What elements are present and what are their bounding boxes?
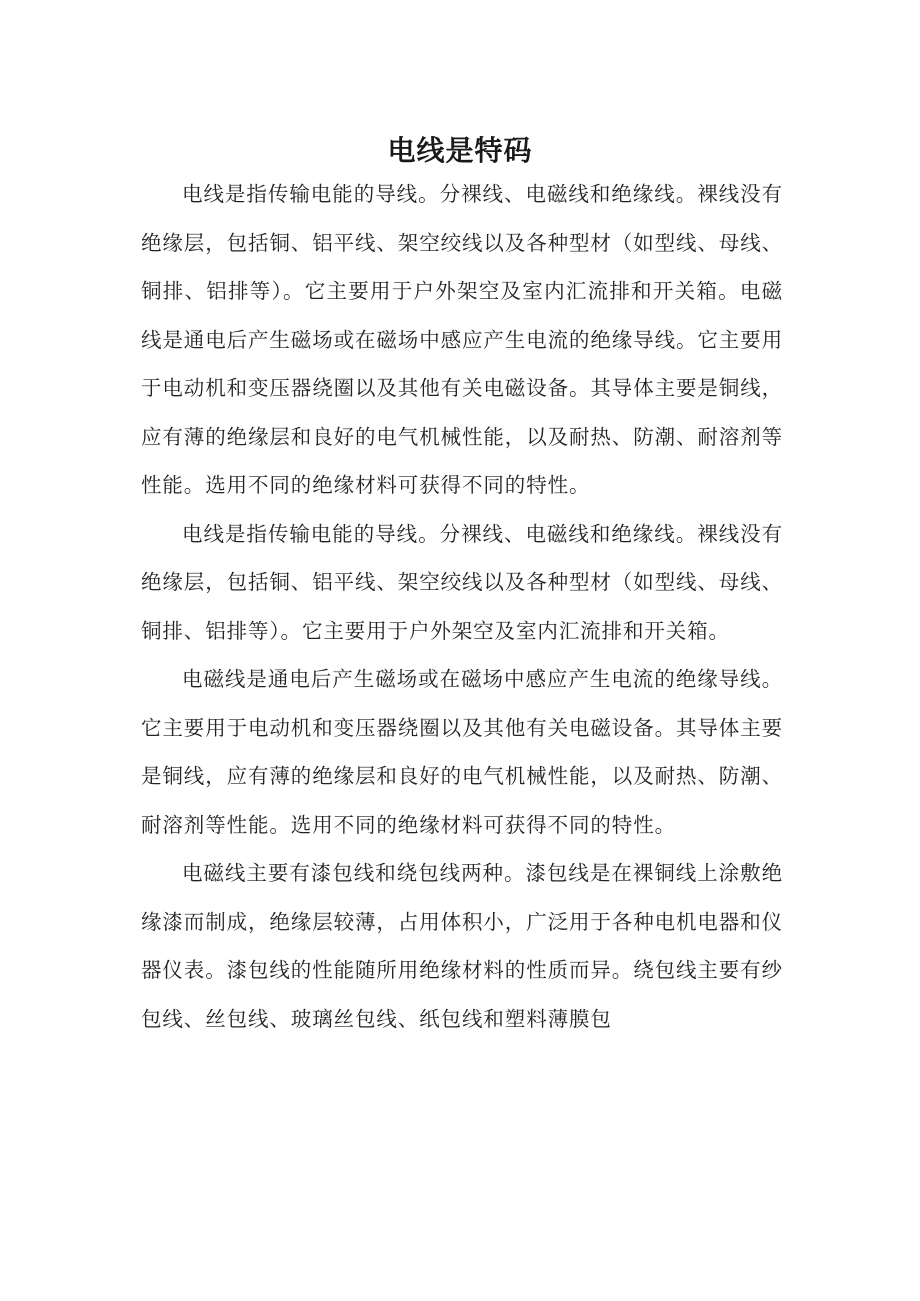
paragraph: 电线是指传输电能的导线。分裸线、电磁线和绝缘线。裸线没有绝缘层，包括铜、铝平线、架空绞线以及各种型材（如型线、母线、铜排、铝排等）。它主要用于户外架空及室内汇流排和开关箱。 (141, 521, 783, 643)
document-body (141, 170, 783, 1043)
paragraph: 电线是指传输电能的导线。分裸线、电磁线和绝缘线。裸线没有绝缘层，包括铜、铝平线、架空绞线以及各种型材（如型线、母线、铜排、铝排等）。它主要用于户外架空及室内汇流排和开关箱。电磁线是通电后产生磁场或在磁场中感应产生电流的绝缘导线。它主要用于电动机和变压器绕圈以及其他有关电磁设备。其导体主要是铜线，应有薄的绝缘层和良好的电气机械性能，以及耐热、防潮、耐溶剂等性能。选用不同的绝缘材料可获得不同的特性。 (141, 182, 783, 497)
paragraph: 电磁线是通电后产生磁场或在磁场中感应产生电流的绝缘导线。它主要用于电动机和变压器绕圈以及其他有关电磁设备。其导体主要是铜线，应有薄的绝缘层和良好的电气机械性能，以及耐热、防潮、耐溶剂等性能。选用不同的绝缘材料可获得不同的特性。 (141, 667, 783, 837)
paragraph: 电磁线主要有漆包线和绕包线两种。漆包线是在裸铜线上涂敷绝缘漆而制成，绝缘层较薄，占用体积小，广泛用于各种电机电器和仪器仪表。漆包线的性能随所用绝缘材料的性质而异。绕包线主要有纱包线、丝包线、玻璃丝包线、纸包线和塑料薄膜包 (141, 861, 783, 1031)
page-title: 电线是特码 (387, 133, 533, 167)
